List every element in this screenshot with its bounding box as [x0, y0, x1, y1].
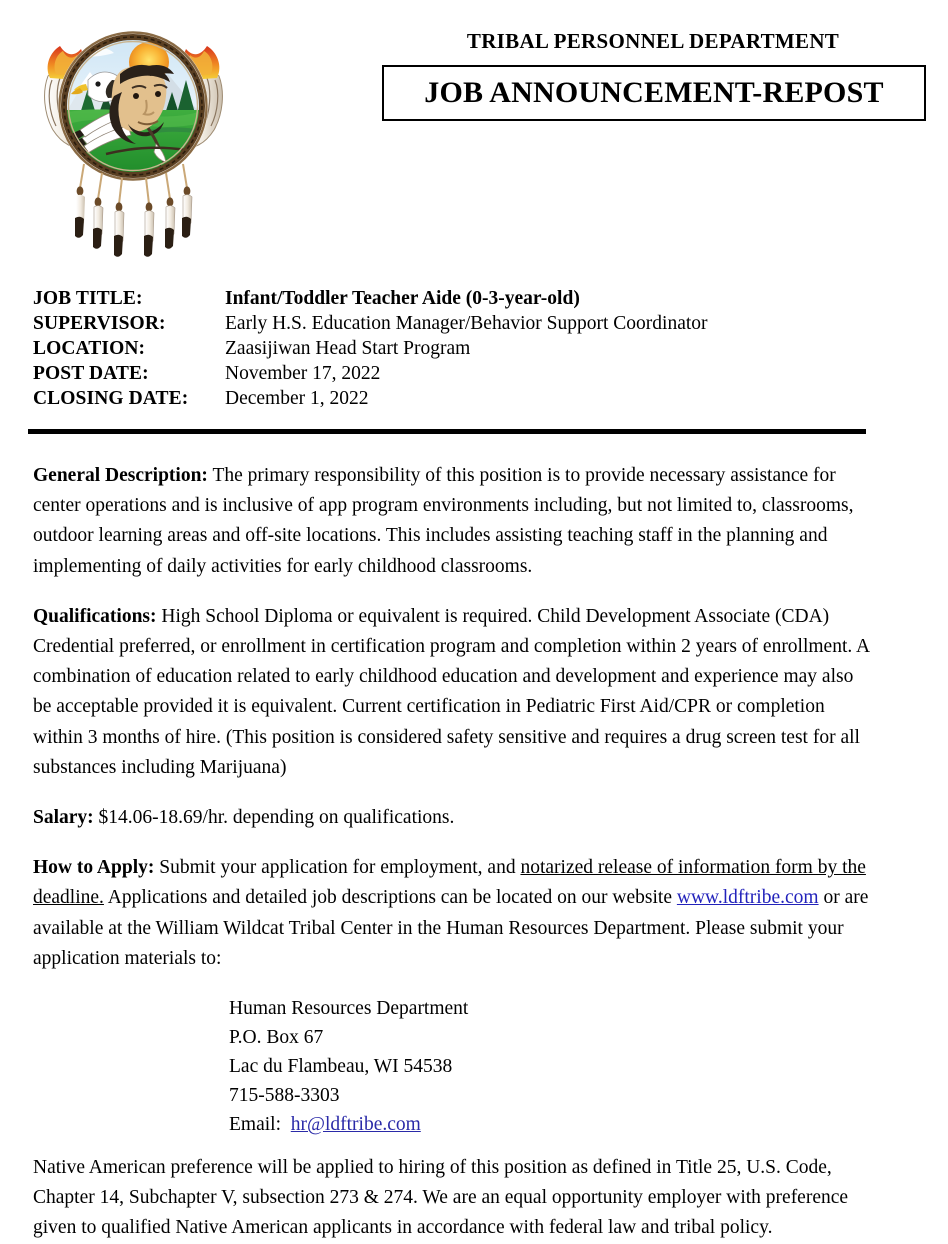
address-bottom-spacer — [33, 1139, 873, 1153]
how-to-apply-label: How to Apply: — [33, 857, 155, 879]
how-to-apply-paragraph — [33, 853, 873, 974]
how-to-apply-text-3: or are available at the William Wildcat Tribal Center in the Human Resources Department. Please submit your application materials to: — [33, 887, 869, 969]
meta-label-job-title: JOB TITLE: — [33, 288, 143, 309]
meta-value-supervisor: Early H.S. Education Manager/Behavior Support Coordinator — [225, 313, 708, 334]
section-divider-rule — [28, 429, 866, 434]
qualifications-label: Qualifications: — [33, 605, 157, 627]
meta-row-post-date — [33, 361, 913, 386]
meta-label-post-date: POST DATE: — [33, 363, 149, 384]
general-description-paragraph — [33, 461, 873, 582]
meta-label-supervisor: SUPERVISOR: — [33, 313, 166, 334]
hr-email-link[interactable]: hr@ldftribe.com — [290, 1114, 421, 1136]
qualifications-text: High School Diploma or equivalent is required. Child Development Associate (CDA) Credential preferred, or enrollment in certification program and completion within 2 years of enrollment. A combination of education related to early childhood education and development and experience may also be acceptable provided it is equivalent. Current certification in Pediatric First Aid/CPR or completion within 3 months of hire. (This position is considered safety sensitive and requires a drug screen test for all substances including Marijuana) — [33, 605, 870, 778]
address-line-pobox: P.O. Box 67 — [229, 1027, 324, 1049]
email-label: Email: — [229, 1114, 281, 1136]
announcement-title: JOB ANNOUNCEMENT-REPOST — [424, 76, 884, 109]
general-description-label: General Description: — [33, 465, 208, 486]
salary-label: Salary: — [33, 807, 94, 829]
meta-row-supervisor — [33, 311, 913, 336]
salary-paragraph — [33, 803, 873, 833]
notarized-release-underlined-text: notarized release of information form by the deadline. — [33, 857, 866, 909]
how-to-apply-text-1: Submit your application for employment, and — [154, 857, 521, 879]
meta-value-closing-date: December 1, 2022 — [225, 388, 369, 409]
address-line-email — [229, 1110, 873, 1139]
header-text-block — [382, 28, 926, 121]
meta-label-location: LOCATION: — [33, 338, 146, 359]
qualifications-paragraph — [33, 602, 873, 783]
meta-row-closing-date — [33, 386, 913, 411]
meta-value-location: Zaasijiwan Head Start Program — [225, 338, 471, 359]
address-line-phone: 715-588-3303 — [229, 1085, 340, 1107]
address-line-city-state-zip: Lac du Flambeau, WI 54538 — [229, 1056, 453, 1078]
how-to-apply-text-2: Applications and detailed job descriptions can be located on our website — [103, 887, 677, 909]
document-header — [0, 0, 948, 268]
meta-row-location — [33, 336, 913, 361]
tribe-website-link[interactable]: www.ldftribe.com — [676, 887, 819, 909]
meta-value-post-date: November 17, 2022 — [225, 363, 381, 384]
job-meta-list — [33, 286, 913, 411]
meta-label-closing-date: CLOSING DATE: — [33, 388, 189, 409]
salary-text: $14.06-18.69/hr. depending on qualifications. — [93, 807, 455, 829]
announcement-title-box — [382, 65, 926, 121]
address-line-department: Human Resources Department — [229, 998, 469, 1020]
mailing-address-block — [33, 994, 873, 1139]
native-preference-notice: Native American preference will be applied to hiring of this position as defined in Title 25, U.S. Code, Chapter 14, Subchapter V, subsection 273 & 274. We are an equal opportunity employer with preference given to qualified Native American applicants in accordance with federal law and tribal policy. — [33, 1157, 849, 1239]
department-heading: TRIBAL PERSONNEL DEPARTMENT — [466, 29, 840, 53]
tribal-seal-logo — [36, 18, 231, 263]
document-body — [33, 461, 873, 1244]
general-description-text: The primary responsibility of this position is to provide necessary assistance for center operations and is inclusive of app program environments including, but not limited to, classrooms, outdoor learning areas and off-site locations. This includes assisting teaching staff in the planning and implementing of daily activities for early childhood classrooms. — [33, 465, 854, 577]
meta-value-job-title: Infant/Toddler Teacher Aide (0-3-year-old) — [225, 288, 580, 309]
meta-row-job-title — [33, 286, 913, 311]
